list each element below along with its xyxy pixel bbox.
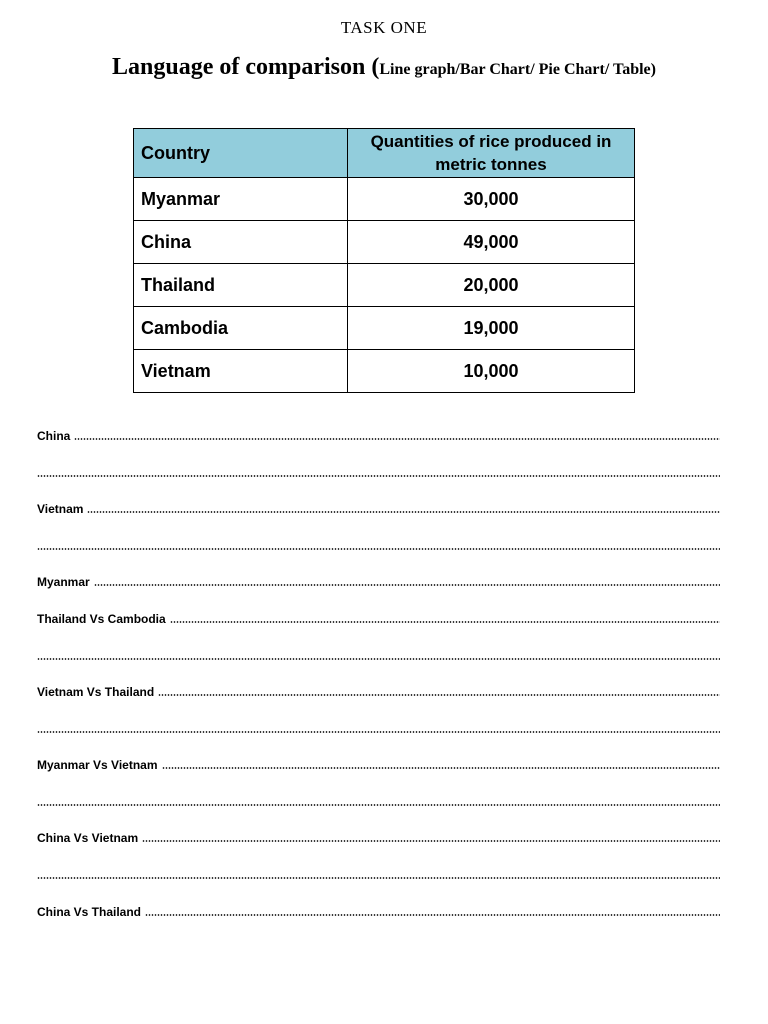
column-header-country: Country (134, 129, 348, 178)
answer-blank[interactable] (87, 511, 720, 513)
answer-blank[interactable] (37, 731, 720, 733)
column-header-quantity: Quantities of rice produced in metric tonnes (348, 129, 635, 178)
prompt-label: Thailand Vs Cambodia (37, 612, 166, 626)
prompt-label: China Vs Vietnam (37, 831, 139, 845)
prompt-label: Vietnam Vs Thailand (37, 685, 155, 699)
heading-open-paren: ( (371, 54, 380, 80)
quantity-cell: 30,000 (348, 178, 635, 221)
heading-main: Language of comparison (112, 54, 372, 80)
country-cell: Vietnam (134, 350, 348, 393)
country-cell: Cambodia (134, 307, 348, 350)
heading-subtitle: Line graph/Bar Chart/ Pie Chart/ Table (379, 61, 651, 78)
answer-blank[interactable] (37, 658, 720, 660)
prompt-line-myanmar-vs-vietnam (37, 756, 720, 772)
answer-blank[interactable] (170, 621, 720, 623)
answer-blank[interactable] (94, 584, 720, 586)
country-cell: Myanmar (134, 178, 348, 221)
answer-line (37, 866, 720, 882)
quantity-cell: 19,000 (348, 307, 635, 350)
answer-blank[interactable] (74, 438, 720, 440)
quantity-cell: 20,000 (348, 264, 635, 307)
quantity-cell: 49,000 (348, 221, 635, 264)
answer-line (37, 647, 720, 663)
prompt-line-vietnam-vs-thailand (37, 683, 720, 699)
prompt-line-china (37, 427, 720, 443)
country-cell: Thailand (134, 264, 348, 307)
country-cell: China (134, 221, 348, 264)
prompt-label: Vietnam (37, 502, 84, 516)
quantity-cell: 10,000 (348, 350, 635, 393)
table-row (134, 221, 635, 264)
answer-blank[interactable] (162, 767, 721, 769)
prompt-label: China Vs Thailand (37, 905, 142, 919)
prompt-label: Myanmar Vs Vietnam (37, 758, 158, 772)
table-row (134, 178, 635, 221)
answer-line (37, 720, 720, 736)
prompt-line-china-vs-vietnam (37, 829, 720, 845)
answer-blank[interactable] (37, 548, 720, 550)
prompt-line-vietnam (37, 500, 720, 516)
heading-close-paren: ) (650, 61, 656, 78)
prompt-line-myanmar (37, 573, 720, 589)
answer-line (37, 464, 720, 480)
answer-blank[interactable] (145, 914, 720, 916)
answer-blank[interactable] (37, 804, 720, 806)
prompt-label: Myanmar (37, 575, 90, 589)
answer-blank[interactable] (37, 877, 720, 879)
page-heading (0, 54, 768, 81)
table-row (134, 307, 635, 350)
table-row (134, 350, 635, 393)
task-title: TASK ONE (340, 18, 428, 37)
rice-production-table (133, 128, 635, 393)
answer-blank[interactable] (37, 475, 720, 477)
answer-line (37, 537, 720, 553)
prompt-line-china-vs-thailand (37, 903, 720, 919)
table-row (134, 264, 635, 307)
answer-blank[interactable] (158, 694, 720, 696)
prompt-label: China (37, 429, 71, 443)
answer-line (37, 793, 720, 809)
prompt-line-thailand-vs-cambodia (37, 610, 720, 626)
answer-blank[interactable] (142, 840, 720, 842)
table-header-row (134, 129, 635, 178)
